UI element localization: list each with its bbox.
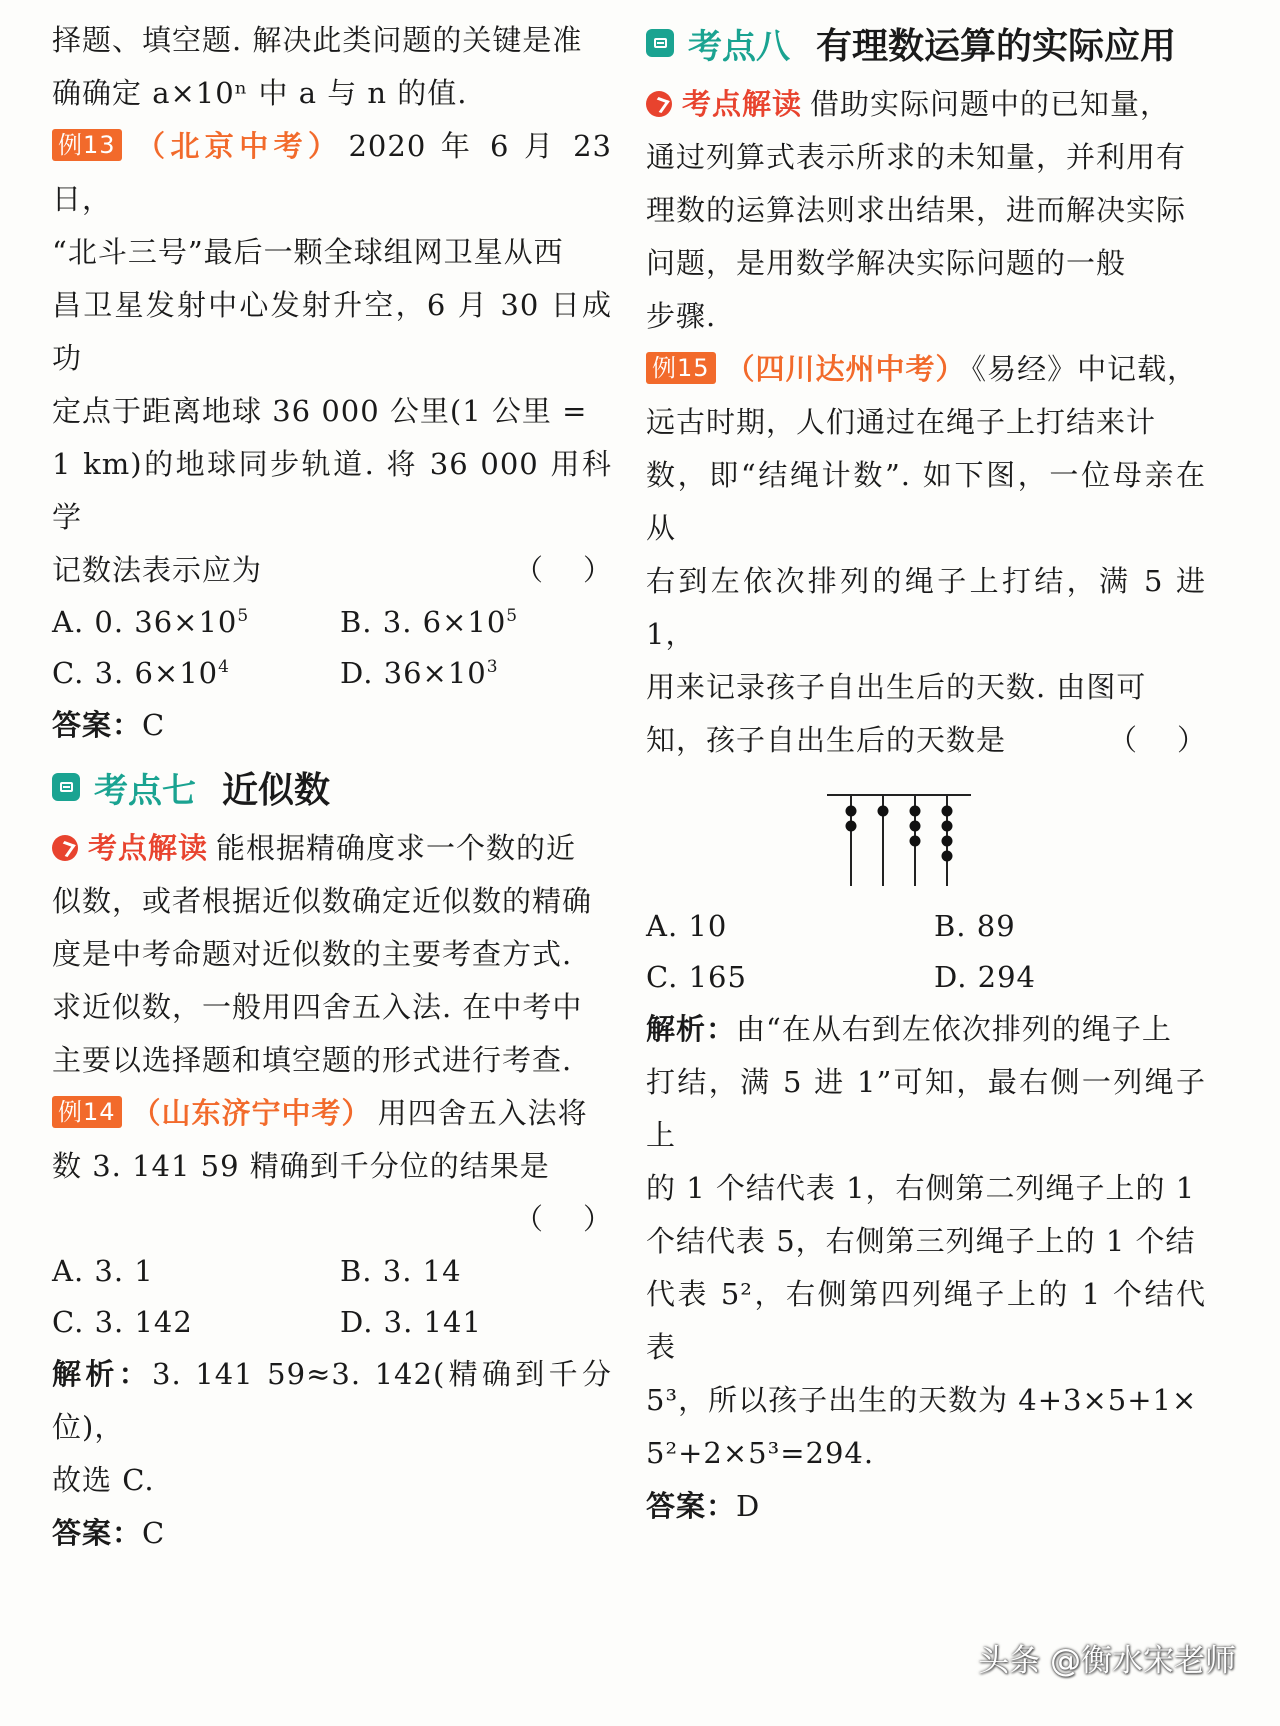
knot (878, 806, 889, 817)
option-a: A. 3. 1 (52, 1254, 154, 1288)
example-14 (52, 1087, 652, 1560)
topic-book-icon (646, 29, 674, 57)
question-line: 知，孩子自出生后的天数是 (646, 723, 1007, 757)
pin-icon (52, 835, 78, 861)
question-line: 数，即“结绳计数”. 如下图，一位母亲在从 (646, 458, 1206, 545)
answer-line: 答案：D (646, 1489, 761, 1523)
analysis-line: 打结，满 5 进 1”可知，最右侧一列绳子上 (646, 1065, 1206, 1152)
knot (846, 806, 857, 817)
topic-book-icon (52, 773, 80, 801)
question-line: 用来记录孩子自出生后的天数. 由图可 (646, 670, 1147, 704)
knot (942, 851, 953, 862)
analysis-line: 5²+2×5³=294. (646, 1436, 875, 1470)
interpretation-line: 考点解读 借助实际问题中的已知量， (646, 78, 1206, 131)
options-list (52, 1246, 612, 1348)
example-badge: 例13 (52, 129, 122, 161)
example-13 (52, 120, 652, 752)
option-b: B. 3. $6\times 10^5$ (340, 605, 519, 639)
knot (910, 836, 921, 847)
example-source: （北京中考） (131, 129, 343, 163)
topic-8-heading (646, 8, 1206, 78)
analysis-line: 5³，所以孩子出生的天数为 4+3×5+1× (646, 1383, 1198, 1417)
option-c: C. 3. 142 (52, 1305, 193, 1339)
analysis-line: 的 1 个结代表 1，右侧第二列绳子上的 1 (646, 1171, 1196, 1205)
analysis-line: 故选 C. (52, 1463, 155, 1497)
analysis-line: 个结代表 5，右侧第三列绳子上的 1 个结 (646, 1224, 1196, 1258)
pin-icon (646, 91, 672, 117)
example-source: （四川达州中考） (725, 352, 966, 386)
example-15 (646, 343, 1246, 1533)
question-line: “北斗三号”最后一颗全球组网卫星从西 (52, 235, 564, 269)
interpretation-line: 度是中考命题对近似数的主要考查方式. (52, 937, 573, 971)
answer-parentheses: （） (1107, 723, 1246, 757)
option-a: A. 0. $36\times 10^5$ (52, 605, 250, 639)
topic-title: 有理数运算的实际应用 (816, 25, 1177, 67)
knot (910, 806, 921, 817)
question-line: 用四舍五入法将 (377, 1096, 588, 1130)
interpretation-line: 考点解读 能根据精确度求一个数的近 (52, 822, 612, 875)
interpretation-label: 考点解读 (88, 831, 209, 865)
knot-rope-diagram (646, 781, 1206, 891)
option-b: B. 3. 14 (340, 1254, 462, 1288)
options-list (646, 901, 1206, 1003)
knot (942, 806, 953, 817)
interpretation-line: 求近似数，一般用四舍五入法. 在中考中 (52, 990, 583, 1024)
analysis-line: 解析：由“在从右到左依次排列的绳子上 (646, 1012, 1172, 1046)
question-line: 定点于距离地球 36 000 公里(1 公里 = (52, 394, 588, 428)
question-line: 昌卫星发射中心发射升空，6 月 30 日成功 (52, 288, 612, 375)
analysis-line: 代表 5²，右侧第四列绳子上的 1 个结代表 (646, 1277, 1206, 1364)
right-column (646, 0, 1246, 1533)
intro-line-2: 确确定 a×10ⁿ 中 a 与 n 的值. (52, 76, 468, 110)
answer-parentheses: （） (513, 1202, 652, 1236)
question-line: 右到左依次排列的绳子上打结，满 5 进 1， (646, 564, 1206, 651)
answer-line: 答案：C (52, 1516, 166, 1550)
knot-rope-figure (646, 781, 1206, 891)
option-a: A. 10 (646, 909, 728, 943)
interpretation-line: 通过列算式表示所求的未知量，并利用有 (646, 140, 1187, 174)
question-line: 记数法表示应为 (52, 553, 263, 587)
knot (942, 836, 953, 847)
option-d: D. 294 (934, 960, 1037, 994)
left-column (52, 0, 652, 1560)
example-source: （山东济宁中考） (131, 1096, 372, 1130)
knot (846, 821, 857, 832)
question-line: 1 km)的地球同步轨道. 将 36 000 用科学 (52, 447, 612, 534)
topic-title: 近似数 (222, 769, 331, 811)
interpretation-label: 考点解读 (682, 87, 803, 121)
question-line: 2020 年 6 月 23 日， (52, 129, 612, 216)
interpretation-line: 步骤. (646, 299, 717, 333)
example-badge: 例15 (646, 352, 716, 384)
example-badge: 例14 (52, 1096, 122, 1128)
question-line: 数 3. 141 59 精确到千分位的结果是 (52, 1149, 550, 1183)
topic-number: 考点八 (688, 26, 790, 67)
interpretation-line: 问题，是用数学解决实际问题的一般 (646, 246, 1127, 280)
option-b: B. 89 (934, 909, 1016, 943)
topic-number: 考点七 (94, 770, 196, 811)
analysis-line: 解析：3. 141 59≈3. 142(精确到千分位)， (52, 1357, 612, 1444)
answer-parentheses: （） (513, 553, 652, 587)
interpretation-line: 理数的运算法则求出结果，进而解决实际 (646, 193, 1187, 227)
option-c: C. 165 (646, 960, 747, 994)
option-c: C. 3. $6\times 10^4$ (52, 656, 230, 690)
option-d: D. 3. 141 (340, 1305, 482, 1339)
knot (910, 821, 921, 832)
interpretation-line: 主要以选择题和填空题的形式进行考查. (52, 1043, 573, 1077)
question-line: 《易经》中记载， (971, 352, 1198, 386)
answer-line: 答案：C (52, 708, 166, 742)
watermark: 头条 @衡水宋老师 (978, 1643, 1236, 1679)
options-list (52, 597, 612, 699)
knot (942, 821, 953, 832)
topic-7-heading (52, 752, 612, 822)
interpretation-line: 似数，或者根据近似数确定近似数的精确 (52, 884, 593, 918)
option-d: D. $36\times 10^3$ (340, 656, 499, 690)
question-line: 远古时期，人们通过在绳子上打结来计 (646, 405, 1157, 439)
intro-line-1: 择题、填空题. 解决此类问题的关键是准 (52, 23, 583, 57)
